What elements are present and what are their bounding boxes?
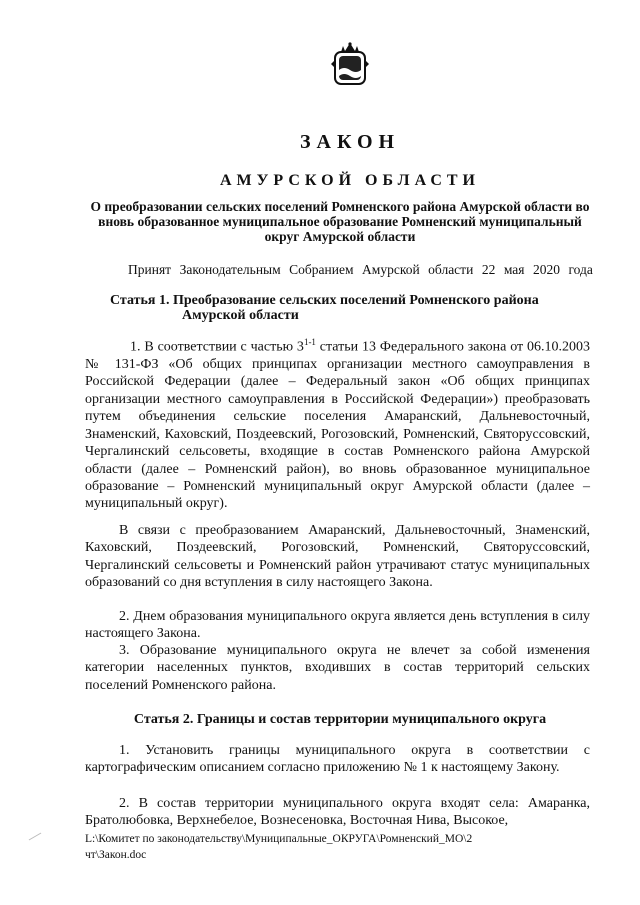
article-1-paragraph-2: В связи с преобразованием Амаранский, Дальневосточный, Знаменский, Каховский, Поздеевский, Рогозовский, Ромненский, Святоруссовский, Чергалинский сельсоветы и Ромненский район утрачивают статус муниципальных образований со дня вступления в силу настоящего Закона.	[85, 523, 590, 591]
adoption-word: Законодательным	[179, 262, 281, 277]
superscript: 1-1	[303, 337, 316, 347]
coat-of-arms-emblem	[331, 40, 369, 88]
law-title: ЗАКОН	[299, 131, 401, 153]
adoption-word: мая	[503, 262, 525, 277]
article-2-paragraph-2: 2. В состав территории муниципального округа входят села: Амаранка, Братолюбовка, Верхнебелое, Вознесеновка, Восточная Нива, Высокое,	[85, 796, 590, 829]
file-path-footer	[85, 831, 555, 863]
adoption-word: Принят	[128, 262, 172, 277]
adoption-word: 22	[481, 262, 496, 277]
region-title: АМУРСКОЙ ОБЛАСТИ	[220, 172, 480, 189]
adoption-word: 2020	[532, 262, 560, 277]
article-1-heading	[110, 293, 595, 323]
adoption-word: года	[568, 262, 593, 277]
adoption-line	[128, 262, 593, 278]
article-2-heading: Статья 2. Границы и состав территории муниципального округа	[133, 712, 547, 727]
article-1-paragraph-4: 3. Образование муниципального округа не влечет за собой изменения категории населенных пунктов, входивших в состав территорий сельских поселений Ромненского района.	[85, 643, 590, 693]
article-2-paragraph-1: 1. Установить границы муниципального округа в соответствии с картографическим описанием согласно приложению № 1 к настоящему Закону.	[85, 743, 590, 776]
article-1-paragraph-1	[85, 334, 590, 513]
adoption-word: Амурской	[362, 262, 420, 277]
adoption-word: Собранием	[289, 262, 354, 277]
law-subject: О преобразовании сельских поселений Ромненского района Амурской области во вновь образованное муниципальное образование Ромненский муниципальный округ Амурской области	[90, 199, 590, 244]
scan-mark	[29, 833, 42, 841]
footer-line: чт\Закон.doc	[85, 849, 147, 861]
adoption-word: области	[428, 262, 474, 277]
paragraph-text: 1. В соответствии с частью 3	[130, 339, 304, 355]
paragraph-text: статьи 13 Федерального закона от 06.10.2003 № 131-ФЗ «Об общих принципах организации местного самоуправления в Российской Федерации (далее – Федеральный закон «Об общих принципах организации местного самоуправления в Российской Федерации») преобразовать путем объединения сельские поселения Амаранский, Дальневосточный, Знаменский, Каховский, Поздеевский, Рогозовский, Ромненский, Святоруссовский, Чергалинский сельсоветы, входящие в состав Ромненского района Амурской области (далее – Ромненский район), во вновь образованное муниципальное образование – Ромненский муниципальный округ Амурской области (далее – муниципальный округ).	[85, 339, 590, 512]
article-1-heading-line: Статья 1. Преобразование сельских поселений Ромненского района	[110, 293, 539, 308]
article-1-heading-line: Амурской области	[182, 308, 299, 323]
article-1-paragraph-3: 2. Днем образования муниципального округа является день вступления в силу настоящего Закона.	[85, 609, 590, 642]
footer-line: L:\Комитет по законодательству\Муниципальные_ОКРУГА\Ромненский_МО\2	[85, 833, 473, 845]
